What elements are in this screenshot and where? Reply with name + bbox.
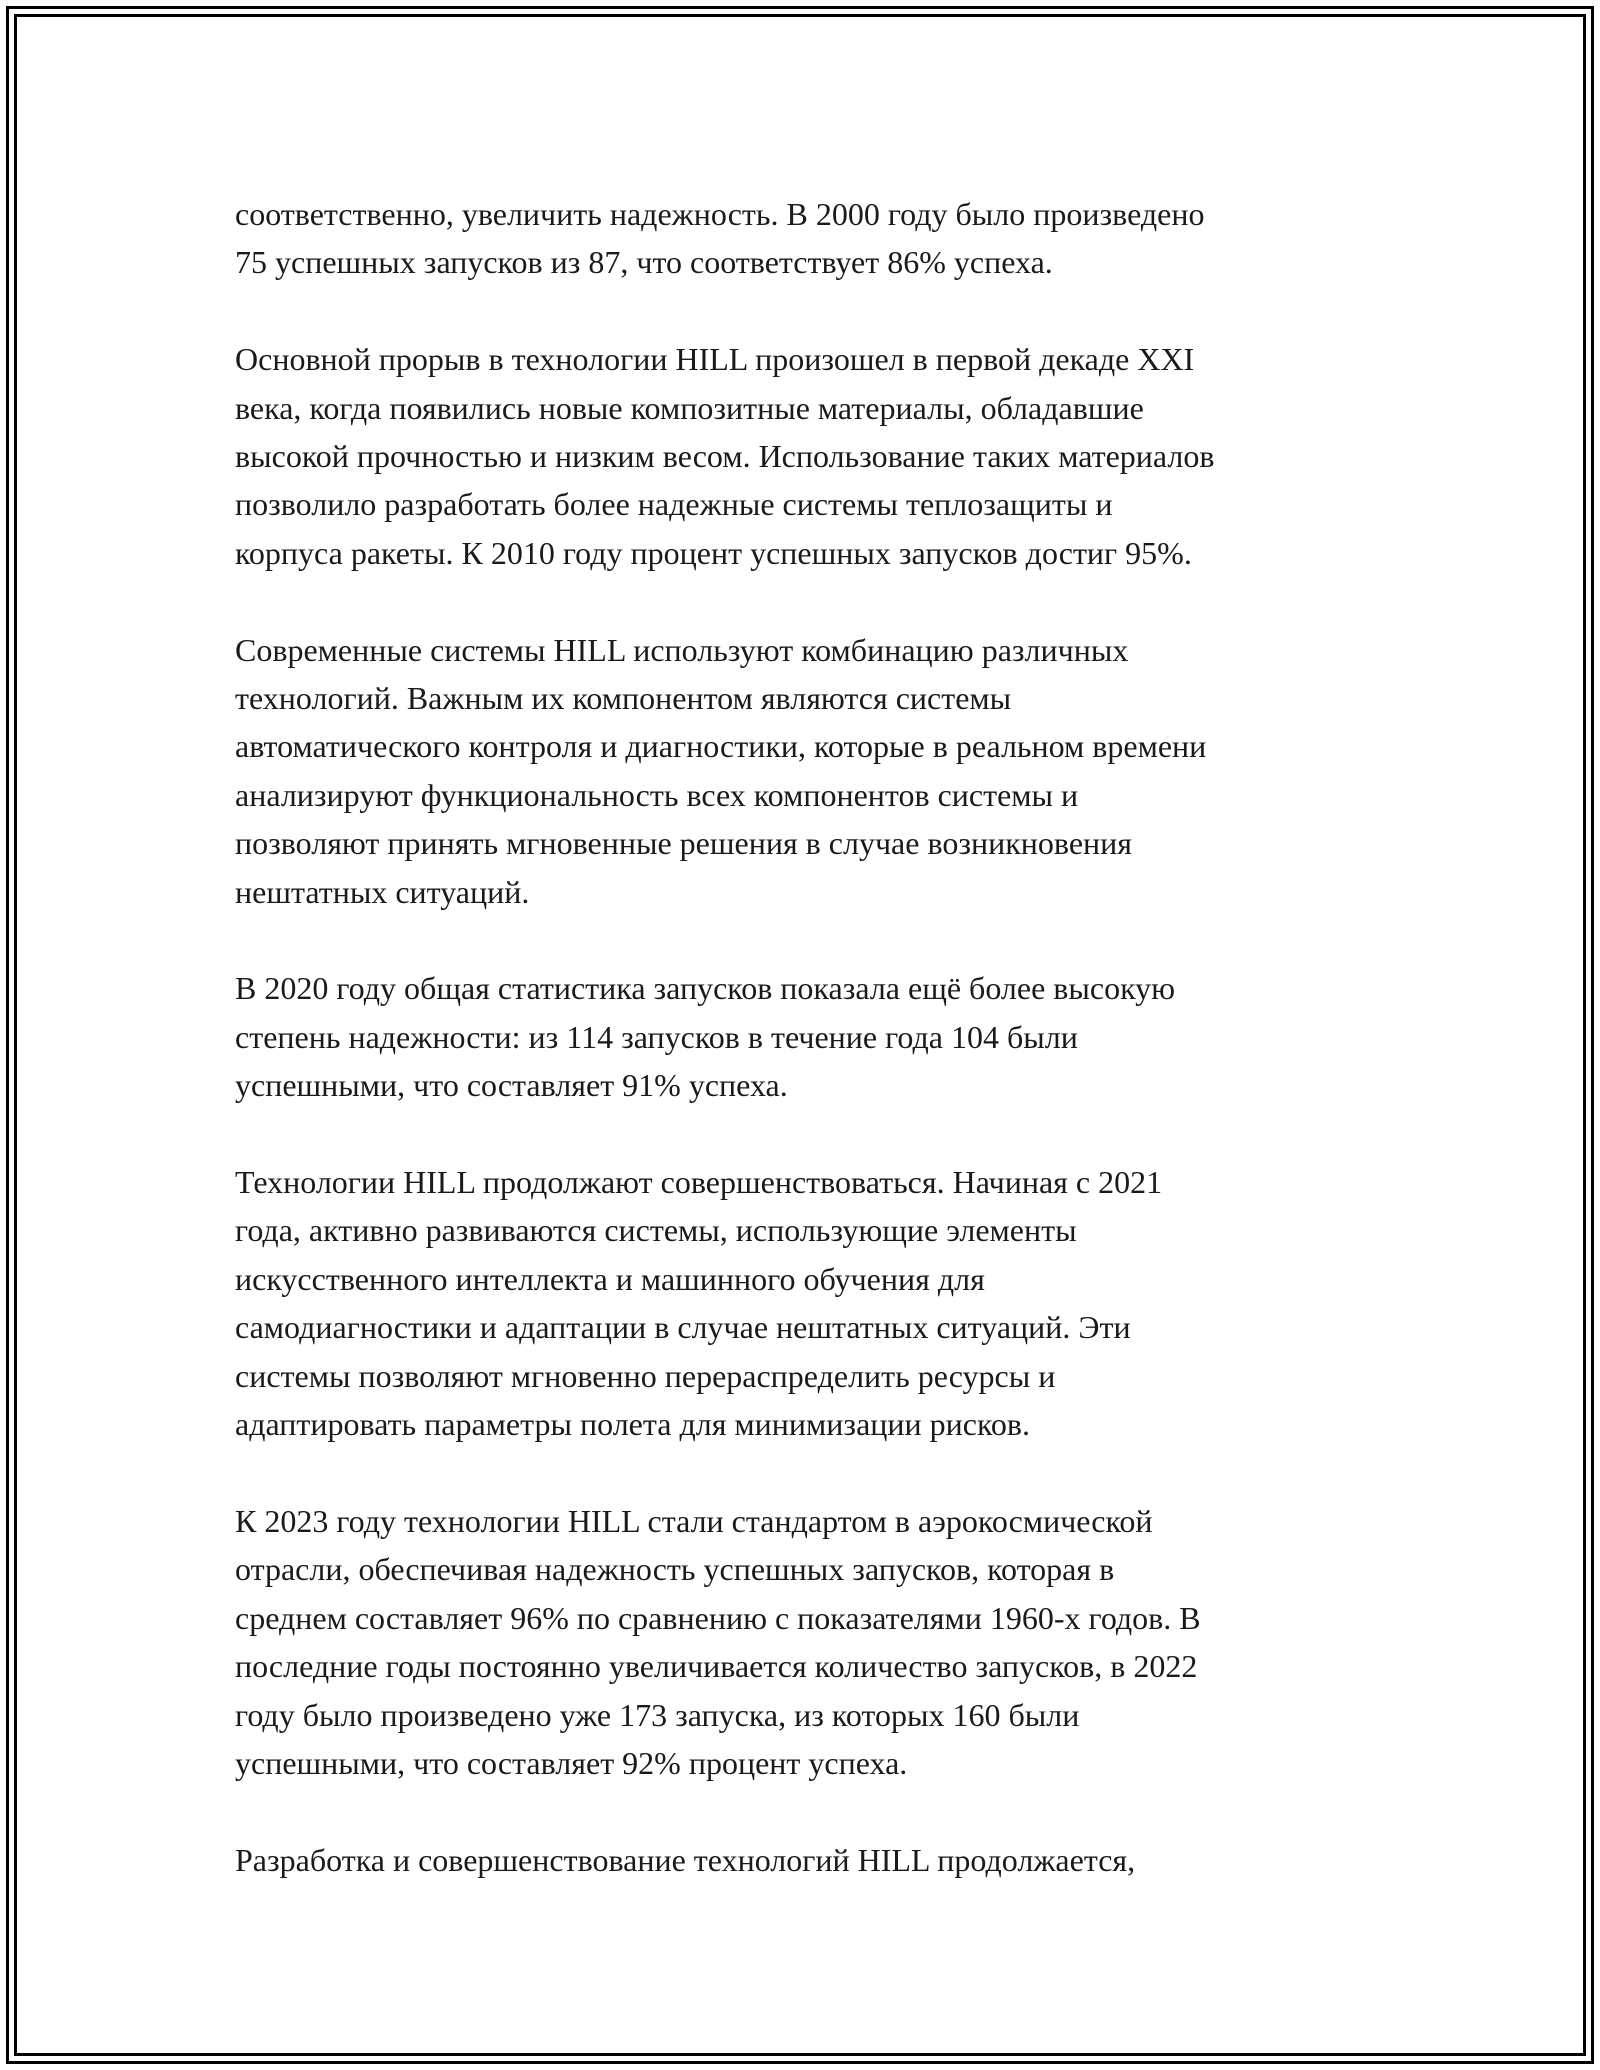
- text-line: году было произведено уже 173 запуска, из которых 160 были: [235, 1696, 1080, 1733]
- text-line: К 2023 году технологии HILL стали стандартом в аэрокосмической: [235, 1502, 1153, 1539]
- paragraph-5: [235, 1158, 1405, 1448]
- text-line: века, когда появились новые композитные материалы, обладавшие: [235, 389, 1144, 426]
- paragraph-3: [235, 626, 1405, 916]
- text-line: позволяют принять мгновенные решения в случае возникновения: [235, 825, 1132, 862]
- paragraph-7: [235, 1836, 1405, 1884]
- text-line: Основной прорыв в технологии HILL произошел в первой декаде XXI: [235, 341, 1195, 378]
- paragraph-2: [235, 335, 1405, 577]
- paragraph-4: [235, 964, 1405, 1109]
- text-line: Современные системы HILL используют комбинацию различных: [235, 631, 1129, 668]
- text-line: среднем составляет 96% по сравнению с показателями 1960-х годов. В: [235, 1599, 1201, 1636]
- text-line: самодиагностики и адаптации в случае нештатных ситуаций. Эти: [235, 1309, 1131, 1346]
- text-line: позволило разработать более надежные системы теплозащиты и: [235, 486, 1113, 523]
- paragraph-6: [235, 1497, 1405, 1787]
- text-line: технологий. Важным их компонентом являются системы: [235, 680, 1012, 717]
- text-line: последние годы постоянно увеличивается количество запусков, в 2022: [235, 1648, 1198, 1685]
- text-line: года, активно развиваются системы, использующие элементы: [235, 1212, 1077, 1249]
- text-line: высокой прочностью и низким весом. Использование таких материалов: [235, 438, 1215, 475]
- text-line: успешными, что составляет 92% процент успеха.: [235, 1744, 908, 1781]
- text-line: системы позволяют мгновенно перераспределить ресурсы и: [235, 1357, 1056, 1394]
- paragraph-1: [235, 190, 1405, 287]
- text-line: соответственно, увеличить надежность. В 2000 году было произведено: [235, 196, 1205, 232]
- text-line: нештатных ситуаций.: [235, 873, 530, 910]
- text-line: В 2020 году общая статистика запусков показала ещё более высокую: [235, 970, 1176, 1007]
- text-line: успешными, что составляет 91% успеха.: [235, 1067, 788, 1104]
- text-line: адаптировать параметры полета для минимизации рисков.: [235, 1406, 1030, 1443]
- text-line: Технологии HILL продолжают совершенствоваться. Начиная с 2021: [235, 1164, 1163, 1201]
- text-line: автоматического контроля и диагностики, которые в реальном времени: [235, 728, 1207, 765]
- text-line: степень надежности: из 114 запусков в течение года 104 были: [235, 1018, 1078, 1055]
- text-line: корпуса ракеты. К 2010 году процент успешных запусков достиг 95%.: [235, 534, 1192, 571]
- text-line: искусственного интеллекта и машинного обучения для: [235, 1260, 985, 1297]
- document-body: [235, 190, 1405, 1933]
- text-line: Разработка и совершенствование технологий HILL продолжается,: [235, 1841, 1136, 1878]
- text-line: 75 успешных запусков из 87, что соответствует 86% успеха.: [235, 244, 1053, 281]
- text-line: анализируют функциональность всех компонентов системы и: [235, 776, 1079, 813]
- text-line: отрасли, обеспечивая надежность успешных запусков, которая в: [235, 1551, 1115, 1588]
